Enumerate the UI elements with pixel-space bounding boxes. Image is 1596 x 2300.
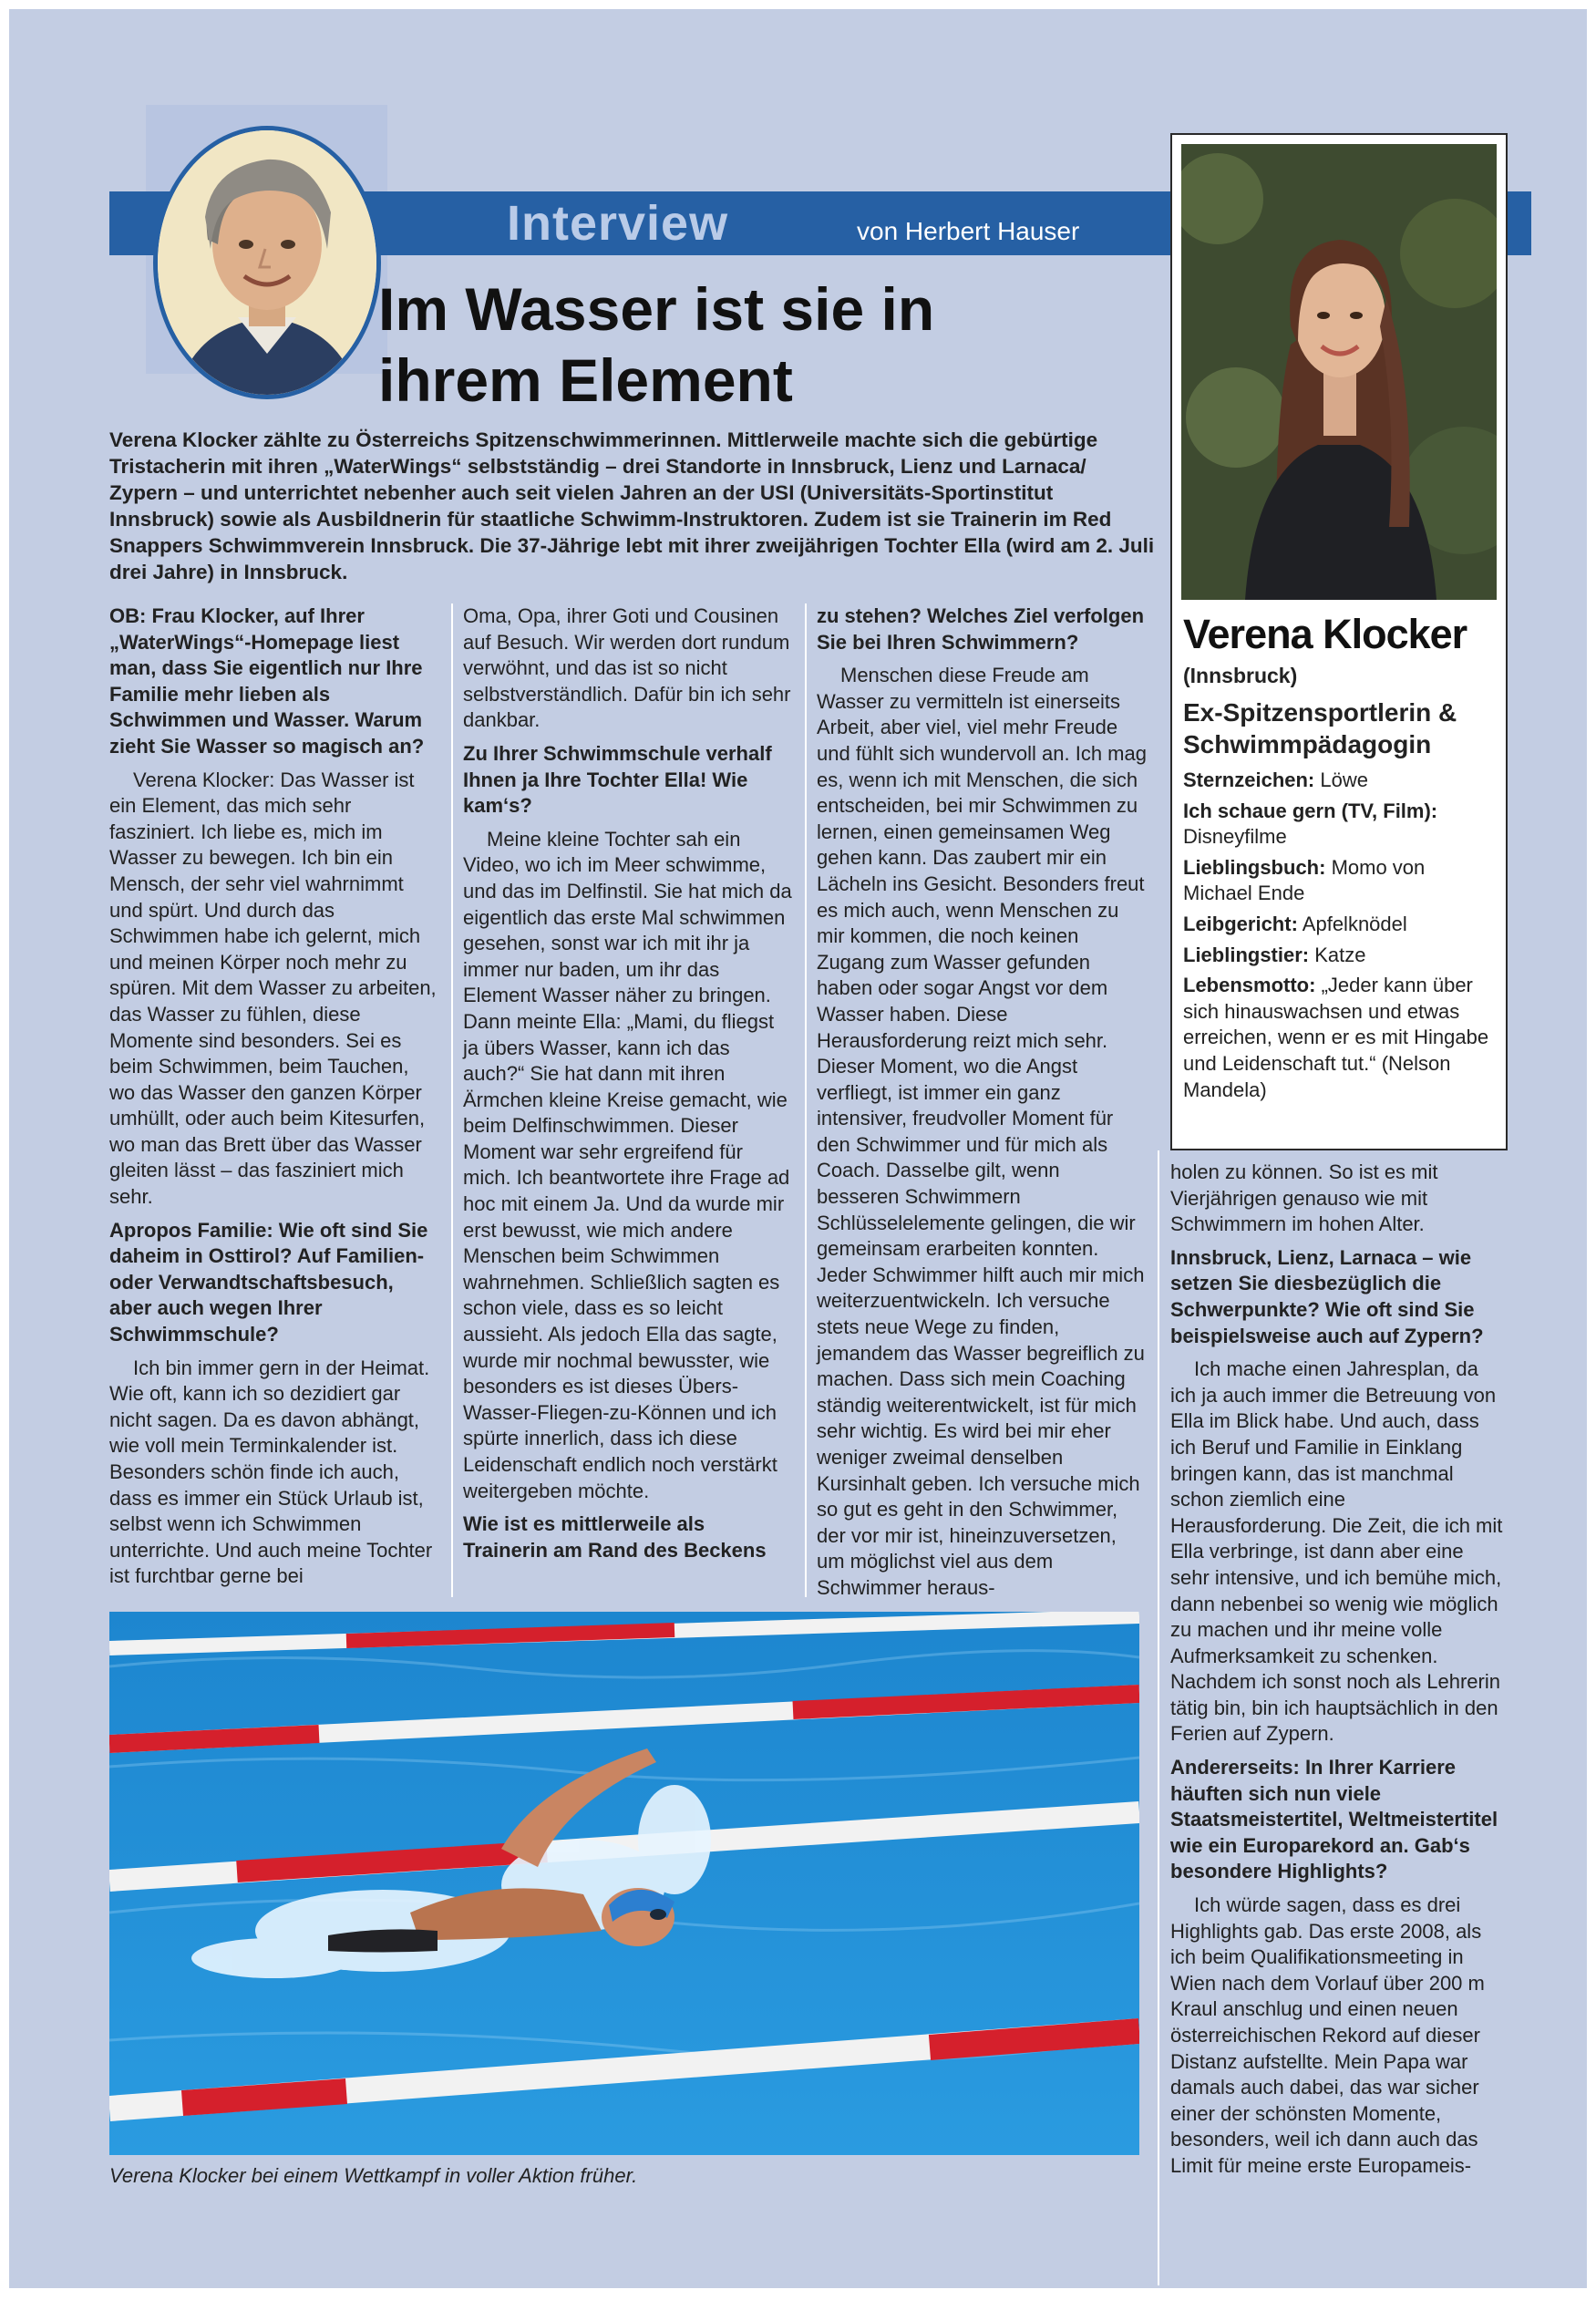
profile-city: (Innsbruck) bbox=[1183, 664, 1298, 687]
question-6: Andererseits: In Ihrer Karriere häuften sich nun viele Staatsmeistertitel, Weltmeistertitel wie ein Europarekord an. Gab‘s besondere Highlights? bbox=[1170, 1756, 1498, 1883]
section-title: Interview bbox=[507, 196, 729, 251]
question-3: Zu Ihrer Schwimmschule verhalf Ihnen ja Ihre Tochter Ella! Wie kam‘s? bbox=[463, 741, 772, 818]
author-portrait-illustration bbox=[158, 130, 376, 395]
magazine-page bbox=[9, 9, 1587, 2288]
column-divider bbox=[1158, 1150, 1159, 2285]
profile-text bbox=[1183, 609, 1497, 1108]
fact-value: Löwe bbox=[1314, 768, 1368, 791]
answer-1: Verena Klocker: Das Wasser ist ein Element, das mich sehr fasziniert. Ich liebe es, mich im Wasser zu bewegen. Ich bin ein Mensch, der sehr viel wahrnimmt und spürt. Und durch das Schwimmen habe ich gelernt, mich und meinen Körper noch mehr zu spüren. Mit dem Wasser zu arbeiten, das Wasser zu fühlen, diese Momente sind besonders. Sei es beim Schwimmen, beim Tauchen, wo das Wasser den ganzen Körper umhüllt, oder auch beim Kitesurfen, wo man das Brett über das Wasser gleiten lässt – das fasziniert mich sehr. bbox=[109, 768, 437, 1209]
profile-role: Ex-Spitzensportlerin & Schwimmpädagogin bbox=[1183, 698, 1457, 758]
answer-2: Ich bin immer gern in der Heimat. Wie oft, kann ich so dezidiert gar nicht sagen. Da es davon abhängt, wie voll mein Terminkalender ist. Besonders schön finde ich auch, dass es immer ein Stück Urlaub ist, selbst wenn ich Schwimmen unterrichte. Und auch meine Tochter ist furchtbar gerne bei bbox=[109, 1356, 433, 1588]
profile-name: Verena Klocker bbox=[1183, 611, 1467, 657]
fact-value: Katze bbox=[1309, 943, 1366, 966]
fact-label: Lieblingstier: bbox=[1183, 943, 1310, 966]
answer-4-continued: holen zu können. So ist es mit Vierjährigen genauso wie mit Schwimmern im hohen Alter. bbox=[1170, 1160, 1438, 1236]
profile-fact bbox=[1183, 973, 1497, 1103]
question-2: Apropos Familie: Wie oft sind Sie daheim in Osttirol? Auf Familien- oder Verwandtschaftsbesuch, aber auch wegen Ihrer Schwimmschule? bbox=[109, 1218, 428, 1346]
fact-label: Sternzeichen: bbox=[1183, 768, 1315, 791]
swimming-photo-illustration bbox=[109, 1612, 1139, 2155]
fact-value: Disneyfilme bbox=[1183, 825, 1287, 849]
question-5: Innsbruck, Lienz, Larnaca – wie setzen Sie diesbezüglich die Schwerpunkte? Wie oft sind Sie beispielsweise auch auf Zypern? bbox=[1170, 1245, 1484, 1347]
fact-value: Momo von Michael Ende bbox=[1183, 855, 1426, 905]
profile-fact bbox=[1183, 912, 1497, 938]
profile-box bbox=[1170, 133, 1508, 1150]
answer-6: Ich würde sagen, dass es drei Highlights gab. Das erste 2008, als ich beim Qualifikationsmeeting in Wien nach dem Vorlauf über 200 m Kraul anschlug und einen neuen österreichischen Rekord auf dieser Distanz aufstellte. Mein Papa war damals auch dabei, das war sicher einer der schönsten Momente, besonders, weil ich dann auch das Limit für meine erste Europameis- bbox=[1170, 1893, 1485, 2177]
fact-label: Ich schaue gern (TV, Film): bbox=[1183, 799, 1438, 822]
photo-caption: Verena Klocker bei einem Wettkampf in voller Aktion früher. bbox=[109, 2164, 638, 2187]
column-divider bbox=[451, 603, 453, 1597]
headline-line-2: ihrem Element bbox=[378, 346, 793, 414]
question-1: OB: Frau Klocker, auf Ihrer „WaterWings“-Homepage liest man, dass Sie eigentlich nur Ihre Familie mehr lieben als Schwimmen und Wasser. Warum zieht Sie Wasser so magisch an? bbox=[109, 604, 425, 758]
profile-fact bbox=[1183, 799, 1497, 851]
question-4: Wie ist es mittlerweile als Trainerin am Rand des Beckens bbox=[463, 1512, 767, 1562]
fact-label: Leibgericht: bbox=[1183, 912, 1298, 935]
profile-fact bbox=[1183, 768, 1497, 794]
byline: von Herbert Hauser bbox=[857, 217, 1080, 245]
article-column-2 bbox=[463, 603, 793, 1571]
article-column-1 bbox=[109, 603, 439, 1597]
profile-fact bbox=[1183, 855, 1497, 907]
fact-label: Lieblingsbuch: bbox=[1183, 855, 1326, 879]
headline bbox=[378, 273, 934, 416]
fact-label: Lebensmotto: bbox=[1183, 974, 1316, 997]
answer-3: Meine kleine Tochter sah ein Video, wo ich im Meer schwimme, und das im Delfinstil. Sie hat mich da eigentlich das erste Mal schwimmen gesehen, sonst war ich mit ihr ja immer nur baden, um ihr das Element Wasser näher zu bringen. Dann meinte Ella: „Mami, du fliegst ja übers Wasser, kann ich das auch?“ Sie hat dann mit ihren Ärmchen kleine Kreise gemacht, wie beim Delfinschwimmen. Dieser Moment war sehr ergreifend für mich. Ich beantwortete ihre Frage ad hoc mit einem Ja. Und da wurde mir erst bewusst, wie mich andere Menschen beim Schwimmen wahrnehmen. Schließlich sagten es schon viele, dass es so leicht aussieht. Als jedoch Ella das sagte, wurde mir nochmal bewusster, wie besonders es ist dieses Übers-Wasser-Fliegen-zu-Können und ich spürte innerlich, dass ich diese Leidenschaft endlich noch verstärkt weitergeben möchte. bbox=[463, 827, 792, 1502]
answer-2-continued: Oma, Opa, ihrer Goti und Cousinen auf Besuch. Wir werden dort rundum verwöhnt, und das ist so nicht selbstverständlich. Dafür bin ich sehr dankbar. bbox=[463, 604, 791, 732]
article-column-4 bbox=[1170, 1160, 1504, 2187]
profile-photo bbox=[1181, 144, 1497, 600]
profile-fact bbox=[1183, 943, 1497, 969]
question-4-continued: zu stehen? Welches Ziel verfolgen Sie bei Ihren Schwimmern? bbox=[817, 604, 1145, 654]
author-portrait bbox=[153, 126, 381, 399]
profile-facts bbox=[1183, 768, 1497, 1103]
headline-line-1: Im Wasser ist sie in bbox=[378, 275, 935, 343]
fact-value: Apfelknödel bbox=[1297, 912, 1407, 935]
profile-photo-illustration bbox=[1181, 144, 1497, 600]
answer-4: Menschen diese Freude am Wasser zu vermitteln ist einerseits Arbeit, aber viel, viel mehr Freude und fühlt sich wundervoll an. Ich mag es, wenn ich mit Menschen, die sich entscheiden, bei mir Schwimmen zu lernen, einen gemeinsamen Weg gehen kann. Das zaubert mir ein Lächeln ins Gesicht. Besonders freut es mich auch, wenn Menschen zu mir kommen, die noch keinen Zugang zum Wasser gefunden haben oder sogar Angst vor dem Wasser haben. Diese Herausforderung reizt mich sehr. Dieser Moment, wo die Angst verfliegt, ist immer ein ganz intensiver, freudvoller Moment für den Schwimmer und für mich als Coach. Dasselbe gilt, wenn besseren Schwimmern Schlüsselelemente gelingen, die wir gemeinsam erarbeiten konnten. Jeder Schwimmer hilft auch mir mich weiterzuentwickeln. Ich versuche stets neue Wege zu finden, jemandem das Wasser begreiflich zu machen. Dass sich mein Coaching ständig weiterentwickelt, ist für mich sehr wichtig. Es wird bei mir eher weniger zweimal denselben Kursinhalt geben. Ich versuche mich so gut es geht in den Schwimmer, der vor mir ist, hineinzuversetzen, um möglichst viel aus dem Schwimmer heraus- bbox=[817, 664, 1147, 1599]
answer-5: Ich mache einen Jahresplan, da ich ja auch immer die Betreuung von Ella im Blick habe. Und auch, dass ich Beruf und Familie in Einklang bringen kann, das ist manchmal schon ziemlich eine Herausforderung. Die Zeit, die ich mit Ella verbringe, ist dann aber eine sehr intensive, und ich bemühe mich, dann nebenbei so wenig wie möglich zu machen und ihr meine volle Aufmerksamkeit zu schenken. Nachdem ich sonst noch als Lehrerin tätig bin, bin ich hauptsächlich in den Ferien auf Zypern. bbox=[1170, 1357, 1503, 1746]
swimming-photo bbox=[109, 1612, 1139, 2155]
article-column-3 bbox=[817, 603, 1147, 1609]
column-divider bbox=[805, 603, 807, 1597]
lead-paragraph: Verena Klocker zählte zu Österreichs Spitzenschwimmerinnen. Mittlerweile machte sich die gebürtige Tristacherin mit ihren „WaterWings“ selbstständig – drei Standorte in Innsbruck, Lienz und Larnaca/ Zypern – und unterrichtet nebenher auch seit vielen Jahren an der USI (Universitäts-Sportinstitut Innsbruck) sowie als Ausbildnerin für staatliche Schwimm-Instruktoren. Zudem ist sie Trainerin im Red Snappers Schwimmverein Innsbruck. Die 37-Jährige lebt mit ihrer zweijährigen Tochter Ella (wird am 2. Juli drei Jahre) in Innsbruck. bbox=[109, 428, 1155, 583]
fact-value: „Jeder kann über sich hinauswachsen und etwas erreichen, wenn er es mit Hingabe und Leidenschaft tut.“ (Nelson Mandela) bbox=[1183, 974, 1489, 1101]
